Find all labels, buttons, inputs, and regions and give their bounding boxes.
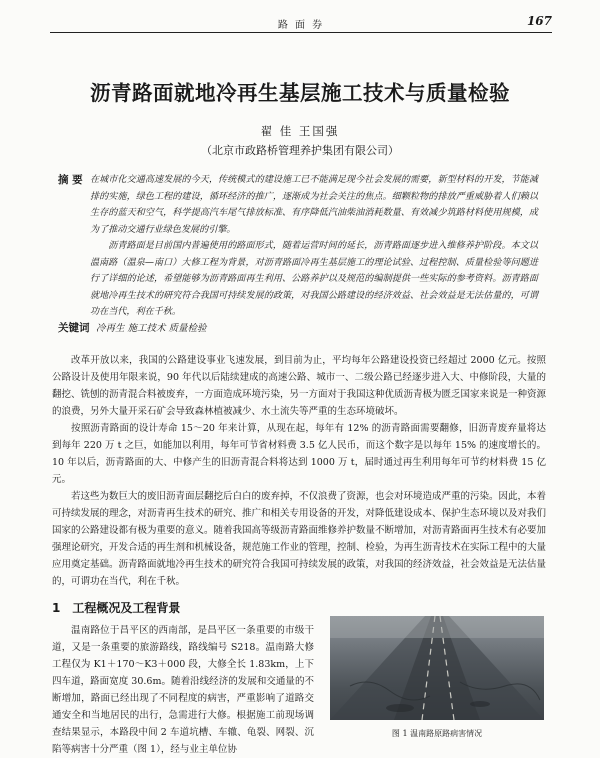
abstract-paragraph-1: 在城市化交通高速发展的今天，传统模式的建设施工已不能满足现今社会发展的需要，新型材料的开发，节能减排的实施，绿色工程的建设，循环经济的推广，逐渐成为社会关注的焦点。细颗粒物的排放严重威胁着人们赖以生存的蓝天和空气，科学提高汽车尾气排放标准、有序降低汽油柴油消耗数量、有效减少筑路材料使用规模，成为了推动交通行业绿色发展的引擎。: [90, 175, 538, 235]
paper-title: 沥青路面就地冷再生基层施工技术与质量检验: [90, 81, 510, 105]
road-damage-photo: [330, 616, 544, 720]
keywords-label: 关键词: [58, 322, 90, 334]
abstract-paragraph-2: 沥青路面是目前国内普遍使用的路面形式，随着运营时间的延长，沥青路面逐步进入维修养护阶段。本文以温南路（温泉—南口）大修工程为背景，对沥青路面冷再生基层施工的理论试验、过程控制、质量检验等问题进行了详细的论述，希望能够为沥青路面再生利用、公路养护以及规范的编制提供一些实际的参考资料。沥青路面就地冷再生技术的研究符合我国可持续发展的政策，对我国公路建设的经济效益、社会效益是无法估量的，可谓功在当代，利在千秋。: [90, 241, 538, 317]
section-heading-1: [52, 599, 180, 616]
figure-caption: 图 1 温南路原路病害情况: [391, 729, 483, 738]
road-photo-graphic: [330, 616, 544, 720]
section-1-paragraph: 温南路位于昌平区的西南部，是昌平区一条重要的市级干道，又是一条重要的旅游路线，路线编号 S218。温南路大修工程仅为 K1＋170～K3＋000 段，大修全长 1.83km，上下四车道，路面宽度 30.6m。随着沿线经济的发展和交通量的不断增加，路面已经出现了不同程度的病害，严重影响了道路交通安全和当地居民的出行，急需进行大修。根据施工前现场调查结果显示，本路段中间 2 车道坑槽、车辙、龟裂、网裂、沉陷等病害十分严重（图 1），经与业主单位协: [52, 625, 314, 755]
body-paragraph-1: 改革开放以来，我国的公路建设事业飞速发展，到目前为止，平均每年公路建设投资已经超过 2000 亿元。按照公路设计及使用年限来说，90 年代以后陆续建成的高速公路、城市一、二级公路已经逐步进入大、中修阶段，大量的翻挖、铣刨的沥青混合料被废弃，一方面造成环境污染，另一方面对于我国这种优质沥青极为匮乏国家来说是一种资源的浪费，另外大量开采石矿会导致森林植被减少、水土流失等严重的生态环境破坏。: [52, 355, 547, 417]
page-number: 167: [526, 14, 552, 28]
section-title: 工程概况及工程背景: [72, 601, 181, 615]
body-paragraph-3: 若这些为数巨大的废旧沥青面层翻挖后白白的废弃掉，不仅浪费了资源，也会对环境造成严重的污染。因此，本着可持续发展的理念，对沥青再生技术的研究、推广和相关专用设备的开发，对降低建设成本、保护生态环境以及对我们国家的公路建设都有极为重要的意义。随着我国高等级沥青路面维修养护数量不断增加，对沥青路面再生技术有必要加强理论研究，开发合适的再生剂和机械设备，规范施工作业的管理，控制、检验，为再生沥青技术在实际工程中的大量应用奠定基础。沥青路面就地冷再生技术的研究符合我国可持续发展的政策，对我国的经济效益，社会效益是无法估量的，可谓功在当代，利在千秋。: [52, 491, 547, 587]
section-number: 1: [52, 601, 61, 615]
section-1-text: [52, 622, 314, 758]
intro-body: [52, 352, 546, 590]
journal-name: 路 面 券: [277, 20, 325, 31]
keywords: 冷再生 施工技术 质量检验: [96, 323, 207, 334]
authors: 翟 佳 王国强: [260, 124, 340, 138]
affiliation: （北京市政路桥管理养护集团有限公司）: [201, 144, 399, 157]
abstract-label: 摘 要: [58, 174, 83, 186]
abstract: [90, 172, 538, 321]
body-paragraph-2: 按照沥青路面的设计寿命 15～20 年来计算，从现在起，每年有 12% 的沥青路面需要翻修，旧沥青废弃量将达到每年 220 万 t 之巨，如能加以利用，每年可节省材料费 3.5 亿人民币，而这个数字是以每年 15% 的速度增长的。10 年以后，沥青路面的大、中修产生的旧沥青混合料将达到 1000 万 t，届时通过再生利用每年可节约材料费 15 亿元。: [52, 423, 546, 485]
running-header: [50, 14, 552, 33]
